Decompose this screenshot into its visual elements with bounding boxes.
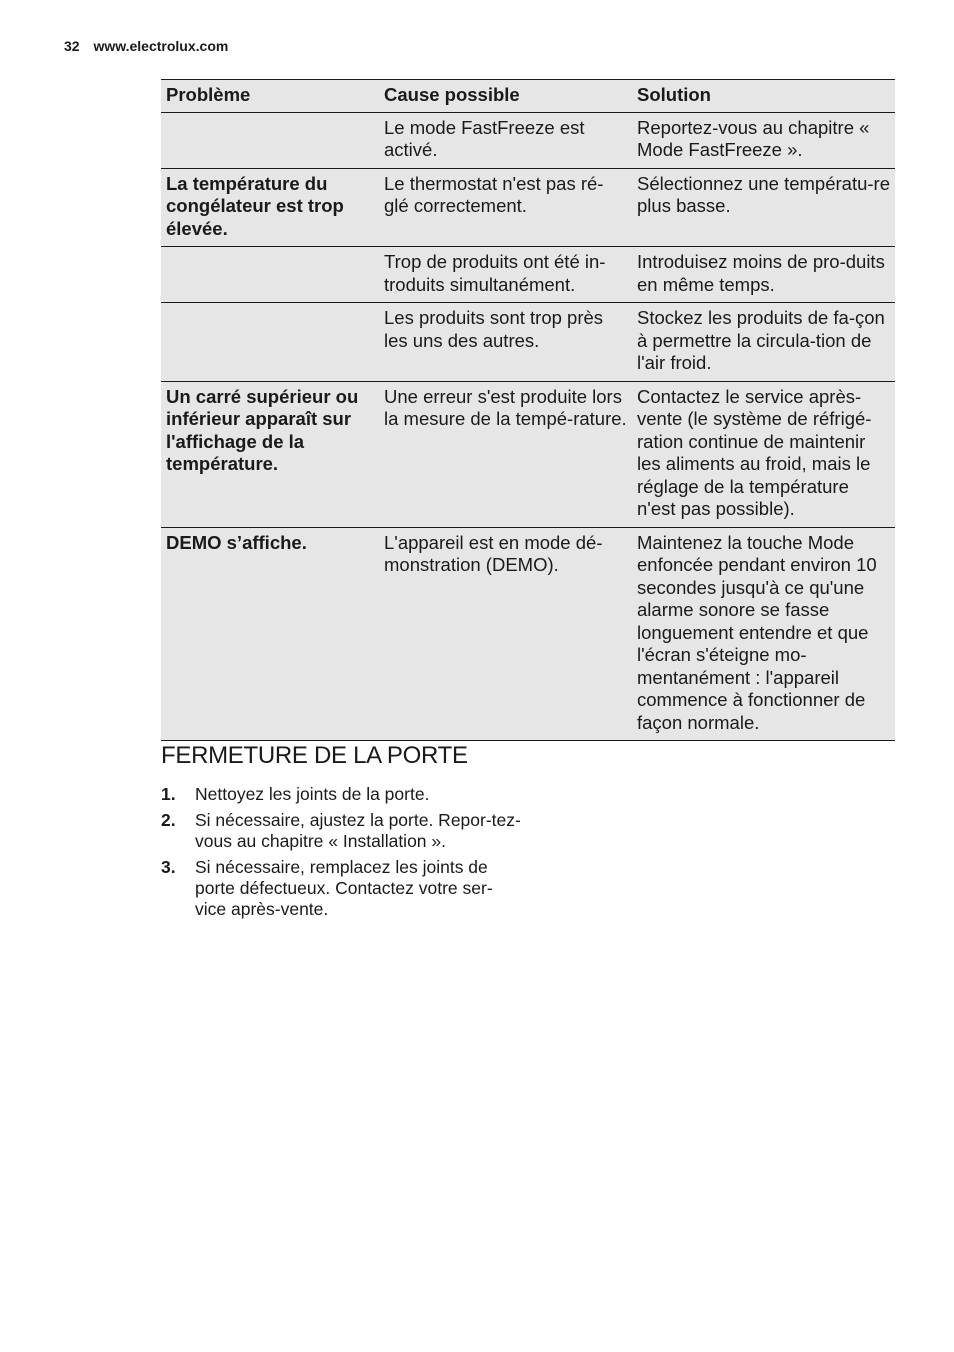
page-number: 32 — [64, 38, 80, 54]
step-text: Si nécessaire, remplacez les joints de porte défectueux. Contactez votre ser-vice après-vente. — [195, 857, 493, 919]
step-text: Si nécessaire, ajustez la porte. Repor-tez-vous au chapitre « Installation ». — [195, 810, 521, 851]
table-row — [161, 247, 895, 303]
solution-cell: Stockez les produits de fa-çon à permettre la circula-tion de l'air froid. — [632, 303, 895, 382]
column-header-cause: Cause possible — [379, 80, 632, 113]
cause-cell: Trop de produits ont été in-troduits simultanément. — [379, 247, 632, 303]
cause-cell: L'appareil est en mode dé-monstration (DEMO). — [379, 527, 632, 741]
step-number: 2. — [161, 810, 176, 830]
table-row — [161, 303, 895, 382]
cause-cell: Le mode FastFreeze est activé. — [379, 112, 632, 168]
table-header-row — [161, 80, 895, 113]
column-header-problem: Problème — [161, 80, 379, 113]
section-title: FERMETURE DE LA PORTE — [161, 742, 468, 769]
list-item — [161, 810, 521, 852]
solution-cell: Introduisez moins de pro-duits en même temps. — [632, 247, 895, 303]
list-item — [161, 857, 521, 920]
problem-cell: DEMO s’affiche. — [161, 527, 379, 741]
website-url: www.electrolux.com — [93, 38, 229, 54]
solution-cell: Reportez-vous au chapitre « Mode FastFreeze ». — [632, 112, 895, 168]
table-row — [161, 168, 895, 247]
column-header-solution: Solution — [632, 80, 895, 113]
table-row — [161, 381, 895, 527]
table-row — [161, 527, 895, 741]
solution-cell: Contactez le service après-vente (le système de réfrigé-ration continue de maintenir les aliments au froid, mais le réglage de la température n'est pas possible). — [632, 381, 895, 527]
problem-cell — [161, 112, 379, 168]
page-header — [64, 38, 228, 54]
problem-cell — [161, 247, 379, 303]
cause-cell: Le thermostat n'est pas ré-glé correctement. — [379, 168, 632, 247]
step-number: 3. — [161, 857, 176, 877]
cause-cell: Les produits sont trop près les uns des autres. — [379, 303, 632, 382]
door-closing-steps — [161, 784, 521, 925]
list-item — [161, 784, 521, 805]
troubleshooting-table — [161, 79, 895, 741]
step-text: Nettoyez les joints de la porte. — [195, 784, 430, 804]
solution-cell: Maintenez la touche Mode enfoncée pendant environ 10 secondes jusqu'à ce qu'une alarme sonore se fasse longuement entendre et que l'écran s'éteigne mo-mentanément : l'appareil commence à fonctionner de façon normale. — [632, 527, 895, 741]
cause-cell: Une erreur s'est produite lors la mesure de la tempé-rature. — [379, 381, 632, 527]
step-number: 1. — [161, 784, 176, 804]
solution-cell: Sélectionnez une températu-re plus basse. — [632, 168, 895, 247]
problem-cell — [161, 303, 379, 382]
problem-cell: La température du congélateur est trop élevée. — [161, 168, 379, 247]
table-row — [161, 112, 895, 168]
problem-cell: Un carré supérieur ou inférieur apparaît sur l'affichage de la température. — [161, 381, 379, 527]
